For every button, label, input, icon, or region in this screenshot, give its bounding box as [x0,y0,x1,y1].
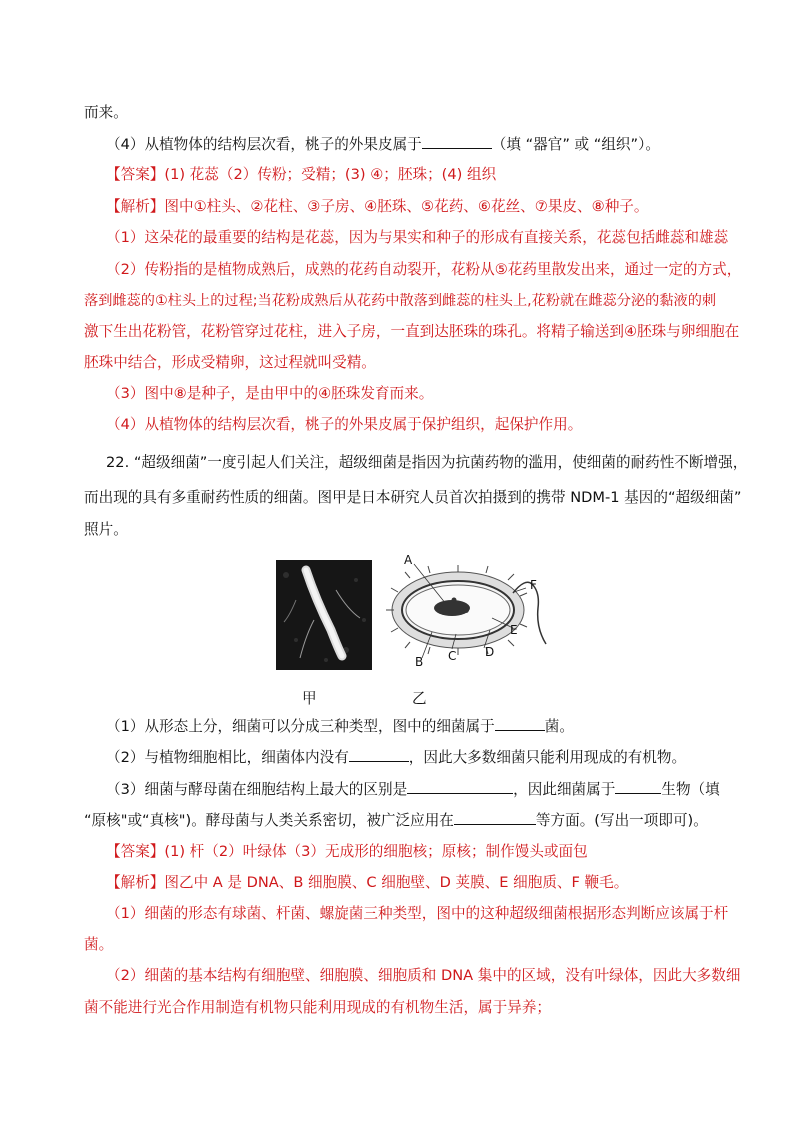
analysis-line: （3）图中⑧是种子，是由甲中的④胚珠发育而来。 [106,385,434,402]
text-line: 照片。 [84,521,128,538]
question-22-3 [106,779,793,800]
question-text: （4）从植物体的结构层次看，桃子的外果皮属于 [106,136,422,153]
answer-line: 【答案】(1) 杆（2）叶绿体（3）无成形的细胞核；原核；制作馒头或面包 [106,843,588,860]
question-text: 菌。 [544,718,574,735]
question-text: 等方面。(写出一项即可)。 [535,812,708,829]
question-22-2 [106,747,793,768]
question-text: ，因此细菌属于 [513,781,616,798]
question-text: （3）细菌与酵母菌在细胞结构上最大的区别是 [106,781,408,798]
question-22-1 [106,716,793,737]
analysis-line: 胚珠中结合，形成受精卵，这过程就叫受精。 [84,354,376,371]
analysis-line: 菌。 [84,936,114,953]
text-line: 而来。 [84,104,128,121]
figure-caption-jia: 甲 [302,690,317,707]
analysis-line: （2）细菌的基本结构有细胞壁、细胞膜、细胞质和 DNA 集中的区域，没有叶绿体，因此大多数细 [106,967,741,984]
micrograph-figure [276,560,372,670]
analysis-line: 激下生出花粉管，花粉管穿过花柱，进入子房，一直到达胚珠的珠孔。将精子输送到④胚珠与卵细胞在 [84,323,740,340]
analysis-line: （1）这朵花的最重要的结构是花蕊，因为与果实和种子的形成有直接关系，花蕊包括雌蕊和雄蕊 [106,229,729,246]
answer-blank [495,716,545,731]
question-4 [106,134,793,155]
answer-blank [615,779,661,794]
figure-caption-yi: 乙 [412,690,427,707]
question-text: “原核"或“真核")。酵母菌与人类关系密切，被广泛应用在 [84,812,454,829]
question-text: ，因此大多数细菌只能利用现成的有机物。 [408,749,687,766]
analysis-line: 【解析】图乙中 A 是 DNA、B 细胞膜、C 细胞壁、D 荚膜、E 细胞质、F 鞭毛。 [106,874,629,891]
answer-blank [407,779,513,794]
analysis-line: 落到雌蕊的①柱头上的过程;当花粉成熟后从花药中散落到雌蕊的柱头上,花粉就在雌蕊分泌的黏液的刺 [84,293,717,309]
label-A: A [404,553,413,567]
label-E: E [510,623,518,637]
answer-blank [454,810,536,825]
text-line [84,810,793,831]
question-text: （2）与植物细胞相比，细菌体内没有 [106,749,349,766]
label-D: D [485,645,495,659]
question-text: 生物（填 [661,781,720,798]
bacterium-photo [276,560,372,670]
analysis-line: （2）传粉指的是植物成熟后，成熟的花药自动裂开，花粉从⑤花药里散发出来，通过一定的方式， [106,261,742,278]
bacterium-diagram [380,548,560,673]
answer-blank [422,134,492,149]
analysis-line: （1）细菌的形态有球菌、杆菌、螺旋菌三种类型，图中的这种超级细菌根据形态判断应该属于杆 [106,905,729,922]
answer-blank [349,747,409,762]
analysis-line: 菌不能进行光合作用制造有机物只能利用现成的有机物生活，属于异养； [84,999,552,1016]
label-C: C [448,649,457,663]
question-22: 22. “超级细菌”一度引起人们关注，超级细菌是指因为抗菌药物的滥用，使细菌的耐药性不断增强， [106,454,748,471]
analysis-line: （4）从植物体的结构层次看，桃子的外果皮属于保护组织，起保护作用。 [106,416,583,433]
label-F: F [530,578,537,592]
question-text: （填 “器官” 或 “组织”）。 [491,136,660,153]
text-line: 而出现的具有多重耐药性质的细菌。图甲是日本研究人员首次拍摄到的携带 NDM-1 基因的“超级细菌” [84,489,742,506]
answer-line: 【答案】(1) 花蕊（2）传粉；受精；(3) ④；胚珠；(4) 组织 [106,166,497,183]
question-text: （1）从形态上分，细菌可以分成三种类型，图中的细菌属于 [106,718,495,735]
analysis-line: 【解析】图中①柱头、②花柱、③子房、④胚珠、⑤花药、⑥花丝、⑦果皮、⑧种子。 [106,198,649,215]
label-B: B [415,655,424,669]
